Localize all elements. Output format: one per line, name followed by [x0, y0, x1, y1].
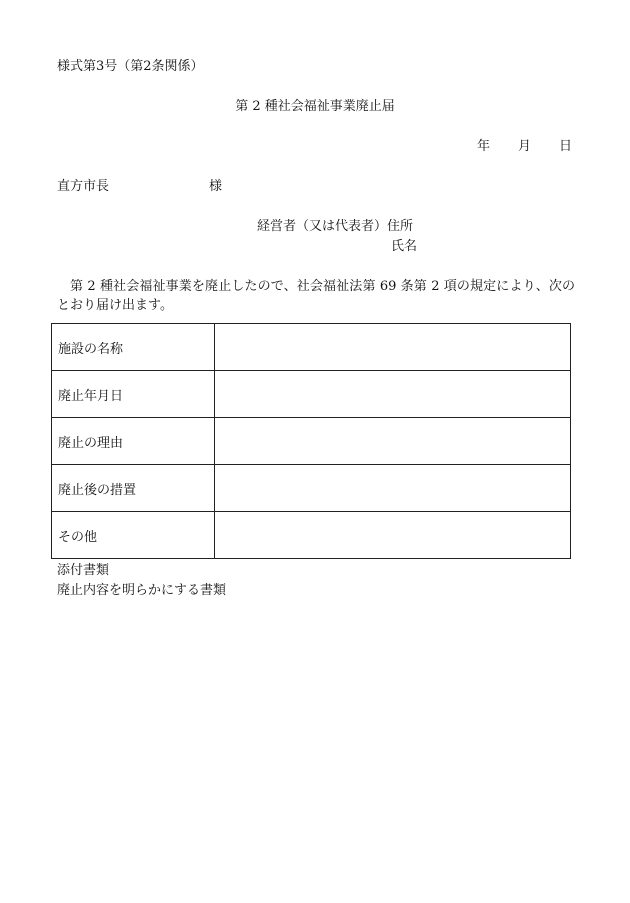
row-value [215, 418, 571, 465]
attachment-item: 廃止内容を明らかにする書類 [57, 583, 227, 598]
row-label: その他 [52, 512, 215, 559]
table-row [52, 418, 571, 465]
form-number: 様式第3号（第2条関係） [57, 59, 204, 74]
row-value [215, 512, 571, 559]
row-label: 廃止の理由 [52, 418, 215, 465]
operator-label: 経営者（又は代表者） [257, 219, 388, 234]
date-line [477, 139, 572, 155]
row-label: 廃止後の措置 [52, 465, 215, 512]
row-value [215, 371, 571, 418]
date-month-label: 月 [517, 139, 531, 154]
info-table [51, 323, 571, 559]
operator-block [257, 219, 413, 235]
addressee-name: 直方市長 [57, 179, 110, 194]
body-text: 第 2 種社会福祉事業を廃止したので、社会福祉法第 69 条第 2 項の規定により、次のとおり届け出ます。 [57, 279, 575, 313]
row-label: 廃止年月日 [52, 371, 215, 418]
addressee [57, 179, 222, 195]
date-year-label: 年 [476, 139, 490, 154]
date-day-label: 日 [558, 139, 572, 154]
attachments-heading: 添付書類 [57, 563, 110, 578]
table-row [52, 465, 571, 512]
operator-address-label: 住所 [387, 219, 414, 234]
table-row [52, 512, 571, 559]
row-label: 施設の名称 [52, 324, 215, 371]
row-value [215, 465, 571, 512]
table-row [52, 324, 571, 371]
row-value [215, 324, 571, 371]
table-row [52, 371, 571, 418]
document-title: 第 2 種社会福祉事業廃止届 [235, 99, 395, 114]
addressee-honorific: 様 [209, 179, 223, 194]
operator-name-label: 氏名 [391, 239, 418, 254]
